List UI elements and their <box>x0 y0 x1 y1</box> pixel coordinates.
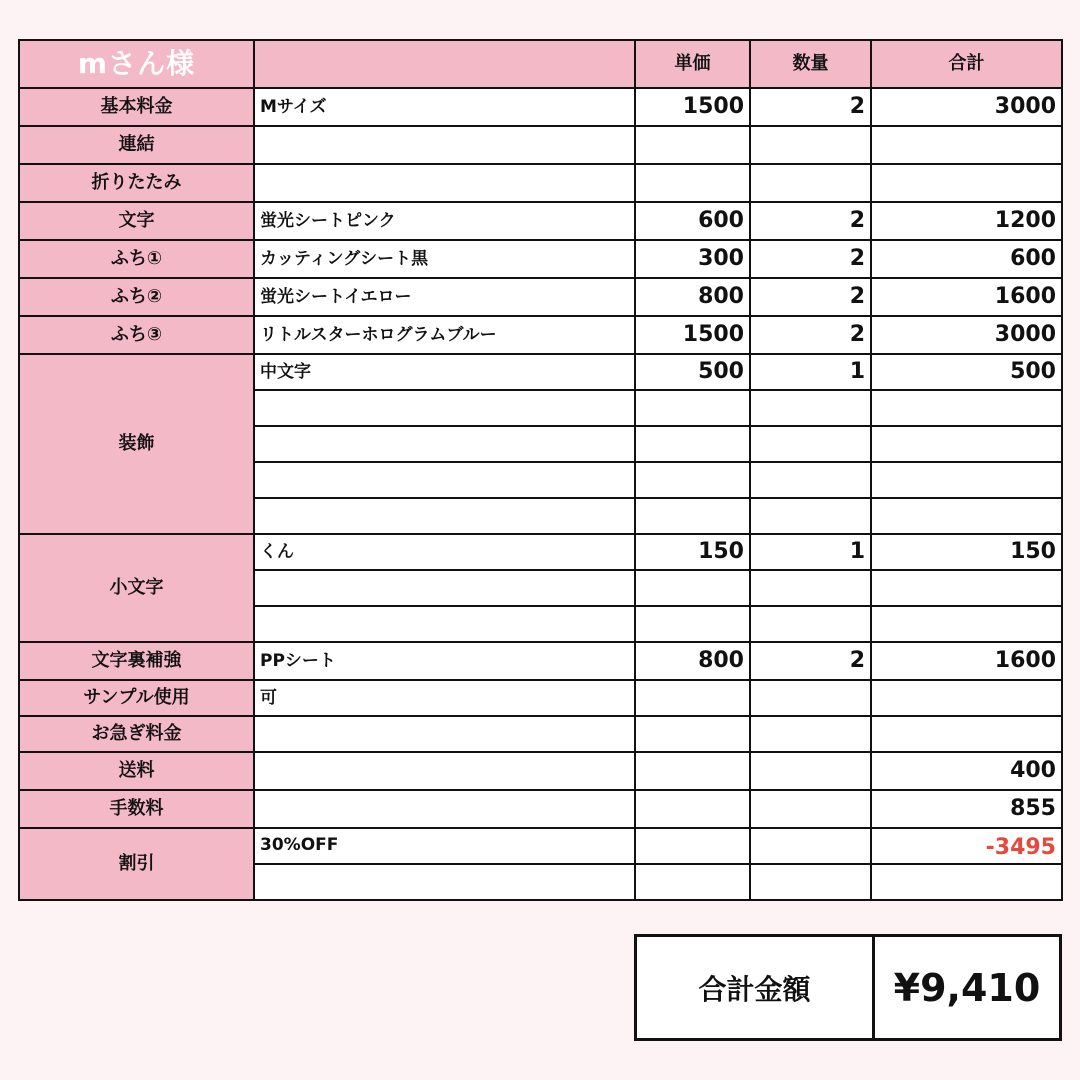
row-label: 折りたたみ <box>19 164 254 202</box>
header-unit-price: 単価 <box>635 40 750 88</box>
row-label: ふち① <box>19 240 254 278</box>
row-unit: 800 <box>635 278 750 316</box>
row-unit: 1500 <box>635 316 750 354</box>
row-label: 割引 <box>19 828 254 900</box>
row-desc: 可 <box>254 680 635 716</box>
header-row <box>19 40 1062 88</box>
estimate-table <box>18 39 1063 901</box>
row-rush <box>19 716 1062 752</box>
row-reinforce <box>19 642 1062 680</box>
row-qty: 1 <box>750 534 871 570</box>
row-total: 400 <box>871 752 1062 790</box>
row-shipping <box>19 752 1062 790</box>
row-label: 基本料金 <box>19 88 254 126</box>
grand-total-box <box>634 934 1062 1041</box>
row-desc: 30%OFF <box>254 828 635 864</box>
row-total: 150 <box>871 534 1062 570</box>
row-desc: 蛍光シートイエロー <box>254 278 635 316</box>
row-fuchi2 <box>19 278 1062 316</box>
row-unit: 500 <box>635 354 750 390</box>
row-qty: 2 <box>750 316 871 354</box>
row-label: 文字 <box>19 202 254 240</box>
row-desc: 中文字 <box>254 354 635 390</box>
row-total: 500 <box>871 354 1062 390</box>
row-fold <box>19 164 1062 202</box>
row-total: 600 <box>871 240 1062 278</box>
header-blank <box>254 40 635 88</box>
header-total: 合計 <box>871 40 1062 88</box>
grand-total-value: ¥9,410 <box>893 965 1041 1010</box>
row-total: 1600 <box>871 278 1062 316</box>
grand-total-label: 合計金額 <box>637 937 875 1038</box>
row-label: 送料 <box>19 752 254 790</box>
row-total: 1200 <box>871 202 1062 240</box>
row-total: 3000 <box>871 88 1062 126</box>
row-base <box>19 88 1062 126</box>
row-qty: 2 <box>750 88 871 126</box>
row-label: サンプル使用 <box>19 680 254 716</box>
row-label: ふち③ <box>19 316 254 354</box>
row-desc: リトルスターホログラムブルー <box>254 316 635 354</box>
row-label: 小文字 <box>19 534 254 642</box>
row-qty: 2 <box>750 240 871 278</box>
row-unit: 800 <box>635 642 750 680</box>
customer-title: mさん様 <box>19 40 254 88</box>
row-decor <box>19 354 1062 390</box>
row-qty: 2 <box>750 642 871 680</box>
row-total: 3000 <box>871 316 1062 354</box>
row-small <box>19 534 1062 570</box>
row-total: 855 <box>871 790 1062 828</box>
row-moji <box>19 202 1062 240</box>
row-fee <box>19 790 1062 828</box>
row-label: 文字裏補強 <box>19 642 254 680</box>
row-label: 装飾 <box>19 354 254 534</box>
row-label: 手数料 <box>19 790 254 828</box>
row-sample <box>19 680 1062 716</box>
row-desc: カッティングシート黒 <box>254 240 635 278</box>
row-label: ふち② <box>19 278 254 316</box>
row-link <box>19 126 1062 164</box>
row-desc: くん <box>254 534 635 570</box>
row-unit: 600 <box>635 202 750 240</box>
row-label: お急ぎ料金 <box>19 716 254 752</box>
row-fuchi3 <box>19 316 1062 354</box>
row-total: 1600 <box>871 642 1062 680</box>
row-desc: Mサイズ <box>254 88 635 126</box>
row-qty: 2 <box>750 278 871 316</box>
row-desc: PPシート <box>254 642 635 680</box>
row-discount <box>19 828 1062 864</box>
row-label: 連結 <box>19 126 254 164</box>
row-qty: 1 <box>750 354 871 390</box>
row-desc: 蛍光シートピンク <box>254 202 635 240</box>
row-unit: 300 <box>635 240 750 278</box>
row-total: -3495 <box>871 828 1062 864</box>
row-qty: 2 <box>750 202 871 240</box>
row-unit: 1500 <box>635 88 750 126</box>
header-quantity: 数量 <box>750 40 871 88</box>
row-fuchi1 <box>19 240 1062 278</box>
row-unit: 150 <box>635 534 750 570</box>
